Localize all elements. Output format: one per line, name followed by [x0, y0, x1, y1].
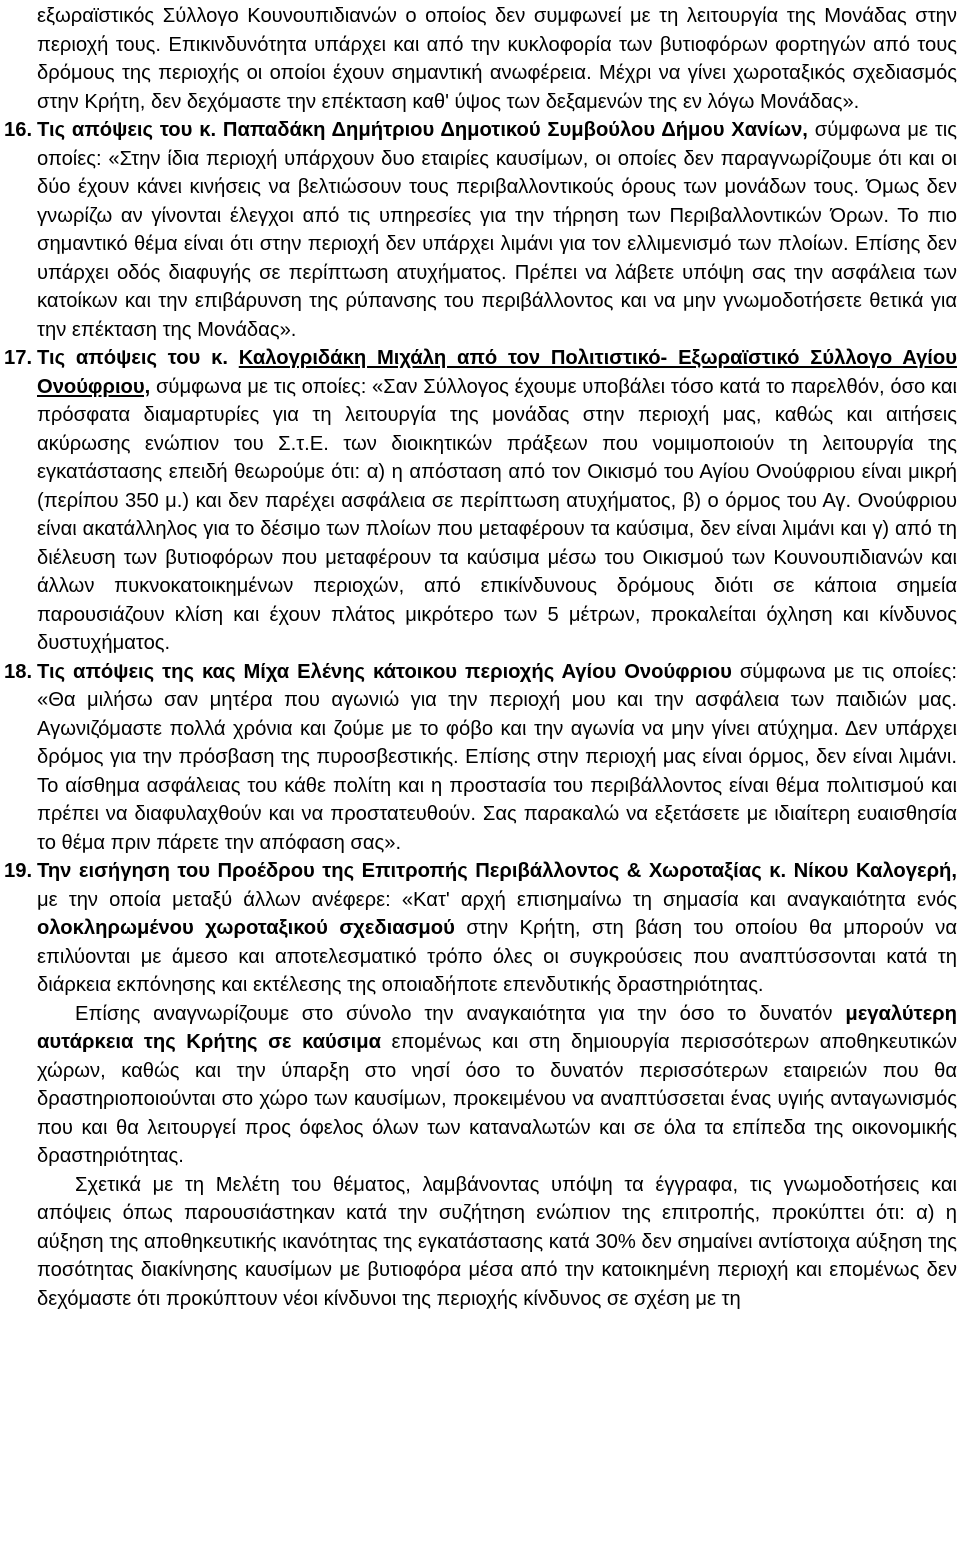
list-item-19 — [4, 857, 957, 1000]
item-16-heading-prefix: Τις απόψεις του κ. — [37, 119, 223, 141]
item-19-bold-phrase: ολοκληρωμένου χωροταξικού σχεδιασμού — [37, 917, 455, 939]
item-19-text-a: με την οποία μεταξύ άλλων ανέφερε: «Κατ' αρχή επισημαίνω τη σημασία και αναγκαιότητα ενός — [37, 888, 957, 911]
list-item-18 — [4, 658, 957, 858]
para3-text: Σχετικά με τη Μελέτη του θέματος, λαμβάνοντας υπόψη τα έγγραφα, τις γνωμοδοτήσεις και απόψεις όπως παρουσιάστηκαν κατά την συζήτηση ενώπιον της επιτροπής, προκύπτει ότι: α) η αύξηση της αποθηκευτικής ικανότητας της εγκατάστασης κατά 30% δεν σημαίνει αντίστοιχα αύξηση της ποσότητας διακίνησης καυσίμων με βυτιοφόρα μέσα από την κατοικημένη περιοχή και επομένως δεν δεχόμαστε ότι προκύπτουν νέοι κίνδυνοι της περιοχής κίνδυνος σε σχέση με τη — [37, 1173, 957, 1310]
item-17-heading-prefix: Τις απόψεις του κ. — [37, 347, 239, 369]
document-page — [4, 2, 958, 1313]
item-number: 17. — [4, 347, 33, 369]
intro-text: εξωραϊστικός Σύλλογο Κουνουπιδιανών ο οποίος δεν συμφωνεί με τη λειτουργία της Μονάδας στην περιοχή τους. Επικινδυνότητα υπάρχει και από την κυκλοφορία των βυτιοφόρων φορτηγών από τους δρόμους της περιοχής οι οποίοι έχουν σημαντική ανωφέρεια. Μέχρι να γίνει χωροταξικός σχεδιασμός στην Κρήτη, δεν δεχόμαστε την επέκταση καθ' ύψος των δεξαμενών της εν λόγω Μονάδας». — [37, 5, 957, 113]
item-number: 18. — [4, 660, 33, 683]
paragraph-study — [37, 1171, 957, 1314]
item-number: 16. — [4, 119, 33, 141]
item-16-text: σύμφωνα με τις οποίες: «Στην ίδια περιοχή υπάρχουν δυο εταιρίες καυσίμων, οι οποίες δεν παραγνωρίζουμε ότι και οι δύο έχουν κάνει κινήσεις να βελτιώσουν τους περιβαλλοντικούς όρους των μονάδων τους. Όμως δεν γνωρίζω αν γίνονται έλεγχοι από τις υπηρεσίες για την τήρηση των Περιβαλλοντικών Όρων. Το πιο σημαντικό θέμα είναι ότι στην περιοχή δεν υπάρχει λιμάνι για τον ελλιμενισμό των πλοίων. Επίσης δεν υπάρχει οδός διαφυγής σε περίπτωση ατυχήματος. Πρέπει να λάβετε υπόψη σας την ασφάλεια των κατοίκων και την επιβάρυνση της ρύπανσης του περιβάλλοντος και να μην γνωμοδοτήσετε θετικά για την επέκταση της Μονάδας». — [37, 119, 958, 341]
item-number: 19. — [4, 860, 33, 882]
list-item-17 — [4, 344, 957, 658]
item-16-paragraph — [37, 116, 957, 344]
item-19-heading: Την εισήγηση του Προέδρου της Επιτροπής Περιβάλλοντος & Χωροταξίας κ. Νίκου Καλογερή, — [37, 860, 957, 882]
item-19-text-b: στην Κρήτη, στη βάση του οποίου θα μπορούν να επιλύονται με άμεσο και αποτελεσματικό τρόπο όλες οι συγκρούσεις που αναπτύσσονται κατά τη διάρκεια εκπόνησης και εκτέλεσης της οποιαδήποτε επενδυτικής δραστηριότητας. — [37, 917, 957, 996]
item-17-text: σύμφωνα με τις οποίες: «Σαν Σύλλογος έχουμε υποβάλει τόσο κατά το παρελθόν, όσο και πρόσφατα διαμαρτυρίες για τη λειτουργία της μονάδας στην περιοχή μας, καθώς και αιτήσεις ακύρωσης ενώπιον του Σ.τ.Ε. των διοικητικών πράξεων που νομιμοποιούν τη λειτουργία της εγκατάστασης επειδή θεωρούμε ότι: α) η απόσταση από τον Οικισμό του Αγίου Ονούφριου είναι μικρή (περίπου 350 μ.) και δεν παρέχει ασφάλεια σε περίπτωση ατυχήματος, β) ο όρμος του Αγ. Ονούφριου είναι ακατάλληλος για το δέσιμο των πλοίων που μεταφέρουν τα καύσιμα, δεν είναι λιμάνι και γ) από τη διέλευση των βυτιοφόρων που μεταφέρουν τα καύσιμα μέσω του Οικισμού των Κουνουπιδιανών και άλλων πυκνοκατοικημένων περιοχών, από επικίνδυνους δρόμους διότι σε κάποια σημεία παρουσιάζουν κλίση και έχουν πλάτος μικρότερο των 5 μέτρων, προκαλείται όχληση και κίνδυνος δυστυχήματος. — [37, 375, 957, 654]
item-16-heading-name: Παπαδάκη Δημήτριου Δημοτικού Συμβούλου Δήμου Χανίων, — [222, 119, 808, 141]
para2-text-a: Επίσης αναγνωρίζουμε στο σύνολο την αναγκαιότητα για την όσο το δυνατόν — [75, 1002, 846, 1025]
item-17-paragraph — [37, 344, 957, 658]
item-17-heading-name: Καλογριδάκη Μιχάλη από τον Πολιτιστικό- Εξωραϊστικό Σύλλογο Αγίου Ονούφριου, — [37, 347, 957, 398]
item-18-text: σύμφωνα με τις οποίες: «Θα μιλήσω σαν μητέρα που αγωνιώ για την περιοχή μου και την ασφάλεια των παιδιών μας. Αγωνιζόμαστε πολλά χρόνια και ζούμε με το φόβο και την αγωνία να μην γίνει ατύχημα. Δεν υπάρχει δρόμος για την πρόσβαση της πυροσβεστικής. Επίσης στην περιοχή μας είναι όρμος, δεν είναι λιμάνι. Το αίσθημα ασφάλειας του κάθε πολίτη και η προστασία του περιβάλλοντος είναι θέμα πολιτισμού και πρέπει να διαφυλαχθούν και να προστατευθούν. Σας παρακαλώ να εξετάσετε με ιδιαίτερη ευαισθησία το θέμα πριν πάρετε την απόφαση σας». — [37, 660, 957, 854]
para2-bold-phrase: μεγαλύτερη αυτάρκεια της Κρήτης σε καύσιμα — [37, 1002, 957, 1053]
para2-text-b: επομένως και στη δημιουργία περισσότερων αποθηκευτικών χώρων, καθώς και την ύπαρξη στο νησί όσο το δυνατόν περισσότερων εταιρειών που θα δραστηριοποιούνται στο χώρο των καυσίμων, προκειμένου να αναπτύσσεται ένας υγιής ανταγωνισμός που και θα λειτουργεί προς όφελος όλων των καταναλωτών και σε όλα τα επίπεδα της οικονομικής δραστηριότητας. — [37, 1031, 957, 1167]
item-18-heading: Τις απόψεις της κας Μίχα Ελένης κάτοικου περιοχής Αγίου Ονούφριου — [37, 660, 732, 683]
item-18-paragraph — [37, 658, 957, 858]
item-19-paragraph — [37, 857, 957, 1000]
paragraph-self-sufficiency — [37, 1000, 957, 1171]
list-item-16 — [4, 116, 958, 344]
intro-paragraph — [37, 2, 957, 116]
